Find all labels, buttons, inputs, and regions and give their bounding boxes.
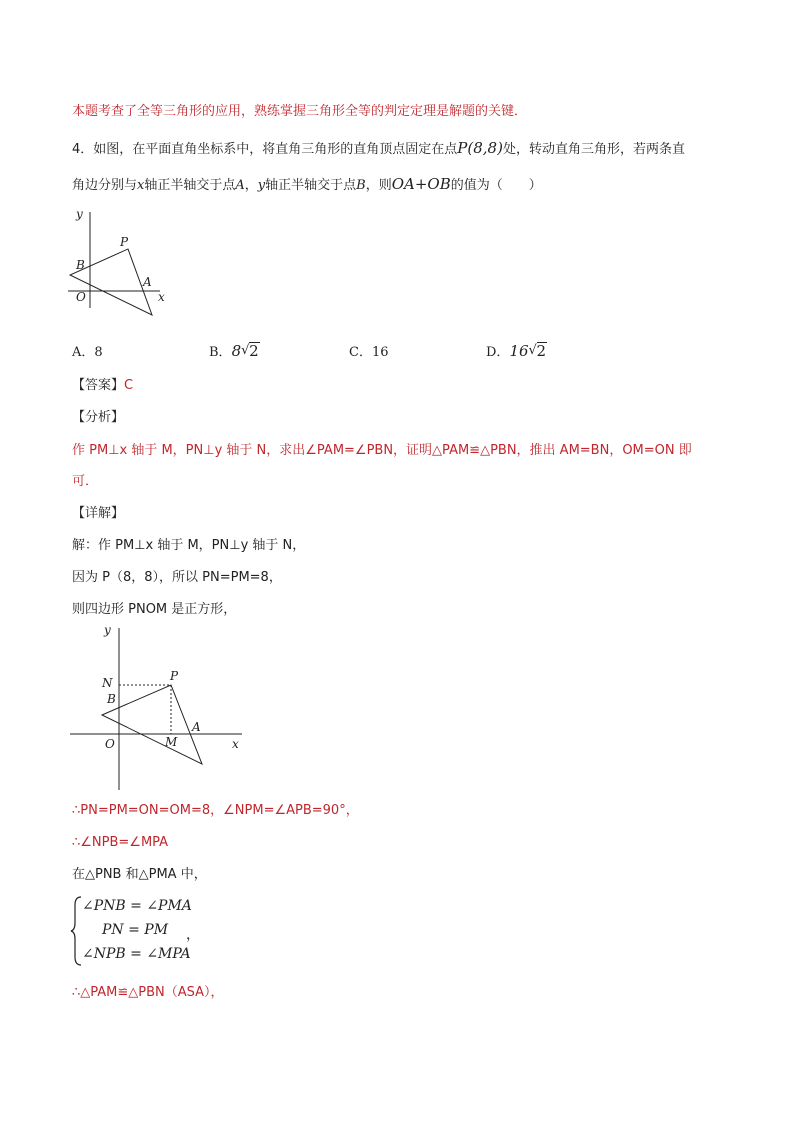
label-x: x <box>232 737 239 751</box>
label-B: B <box>107 692 116 706</box>
answer-tag: 【答案】 <box>72 378 125 393</box>
analysis-tag: 【分析】 <box>72 410 125 425</box>
label-A: A <box>192 720 201 734</box>
label-O: O <box>76 290 86 304</box>
var-x: x <box>137 178 145 193</box>
question-text: 的值为（ ） <box>450 178 542 193</box>
option-a: A．8 <box>72 345 103 360</box>
option-d-coef: 16 <box>509 342 529 360</box>
answer-line <box>72 377 133 395</box>
option-b-label: B． <box>209 345 232 360</box>
option-d <box>486 341 546 360</box>
label-x: x <box>158 290 165 304</box>
analysis-line-2: 可． <box>72 474 99 489</box>
step-4: ∴△PAM≌△PBN（ASA）， <box>72 985 224 1000</box>
option-b-coef: 8 <box>231 342 242 360</box>
detail-tag: 【详解】 <box>72 506 125 521</box>
question-prefix: 4．如图，在平面直角坐标系中，将直角三角形的直角顶点固定在点 <box>72 142 458 157</box>
figure-1-diagram <box>60 200 180 322</box>
detail-line-3: 则四边形 PNOM 是正方形， <box>72 602 237 617</box>
question-line-1 <box>72 139 685 159</box>
question-text: 角边分别与 <box>72 178 138 193</box>
step-3: 在△PNB 和△PMA 中， <box>72 867 207 882</box>
step-1: ∴PN=PM=ON=OM=8，∠NPM=∠APB=90°， <box>72 803 359 818</box>
question-suffix: 处，转动直角三角形，若两条直 <box>502 142 685 157</box>
step-2: ∴∠NPB=∠MPA <box>72 835 169 850</box>
sqrt-symbol: √ 2 <box>241 342 259 360</box>
question-text: ， <box>244 178 258 193</box>
question-text: 轴正半轴交于点 <box>265 178 357 193</box>
detail-line-2: 因为 P（8，8），所以 PN=PM=8， <box>72 570 282 585</box>
answer-value: C <box>124 378 134 393</box>
question-text: 轴正半轴交于点 <box>144 178 236 193</box>
question-expr: OA+OB <box>391 175 451 193</box>
option-c: C．16 <box>349 345 389 360</box>
label-y: y <box>76 207 83 221</box>
label-y: y <box>104 623 111 637</box>
label-M: M <box>165 735 178 749</box>
option-b-radicand: 2 <box>249 342 259 360</box>
option-b <box>209 341 259 360</box>
system-line-2: PN = PM <box>102 922 169 938</box>
label-N: N <box>102 676 113 690</box>
right-triangle <box>102 685 202 764</box>
figure-2-diagram <box>66 620 252 792</box>
label-P: P <box>120 235 129 249</box>
option-d-radicand: 2 <box>536 342 547 360</box>
analysis-line-1: 作 PM⊥x 轴于 M，PN⊥y 轴于 N，求出∠PAM=∠PBN，证明△PAM≌△PBN，推出 AM=BN，OM=ON 即 <box>72 443 692 458</box>
question-point: P(8,8) <box>457 139 503 157</box>
label-B: B <box>76 258 85 272</box>
system-comma: ， <box>186 927 200 943</box>
question-text: ，则 <box>365 178 392 193</box>
option-d-label: D． <box>486 345 510 360</box>
var-y: y <box>257 178 266 193</box>
system-line-1: ∠PNB = ∠PMA <box>82 898 192 914</box>
question-line-2 <box>72 175 542 195</box>
summary-text: 本题考查了全等三角形的应用，熟练掌握三角形全等的判定定理是解题的关键． <box>72 104 528 119</box>
label-O: O <box>105 737 115 751</box>
label-P: P <box>170 669 179 683</box>
label-A: A <box>143 275 152 289</box>
detail-line-1: 解：作 PM⊥x 轴于 M，PN⊥y 轴于 N， <box>72 538 306 553</box>
var-B: B <box>356 178 366 193</box>
sqrt-symbol: √ 2 <box>528 342 547 360</box>
var-A: A <box>235 178 245 193</box>
system-line-3: ∠NPB = ∠MPA <box>82 946 191 962</box>
